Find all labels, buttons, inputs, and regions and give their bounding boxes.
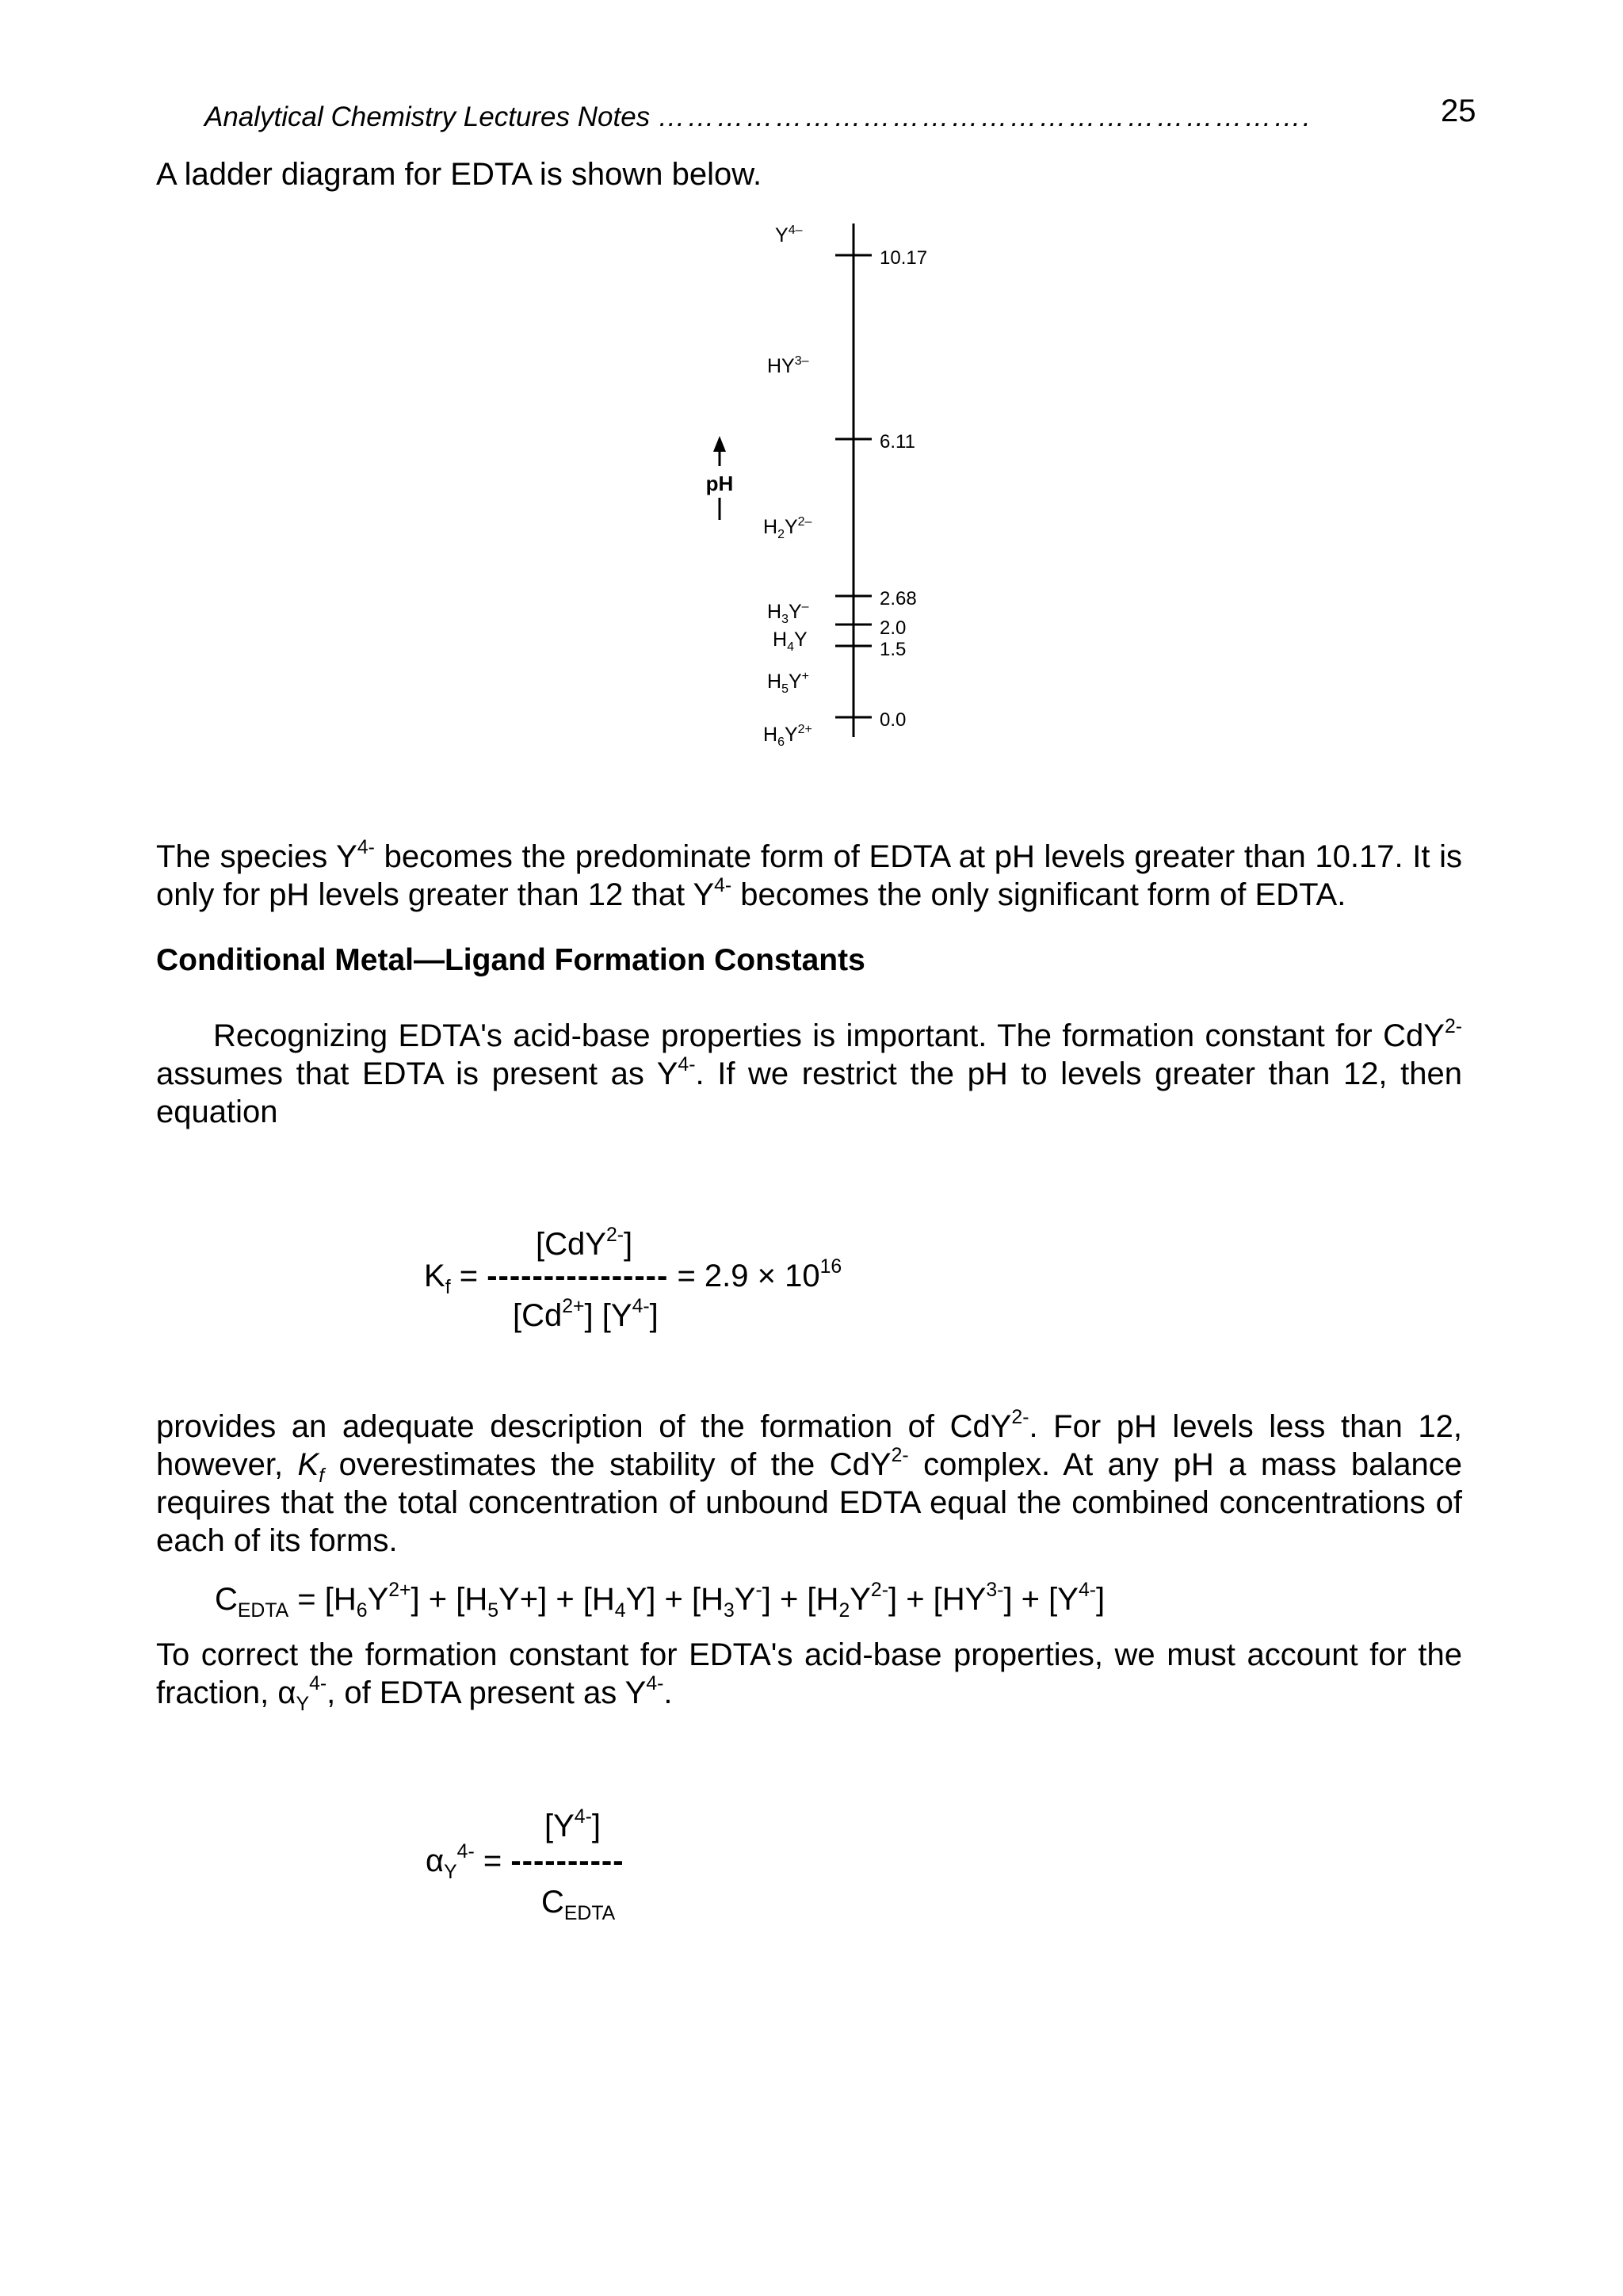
paragraph-recognizing: Recognizing EDTA's acid-base properties is important. The formation constant for CdY$^{2-}$ assumes that EDTA is present as $Y^{4-}$. If we restrict the pH to levels greater than 12, then equation (156, 1016, 1463, 1129)
pka-label-2: 6.11 (880, 431, 915, 453)
pka-label-6: 0.0 (880, 709, 907, 731)
ph-axis-label: pH (705, 472, 734, 495)
pka-label-1: 10.17 (880, 247, 928, 269)
pka-label-4: 2.0 (880, 617, 907, 639)
equation-mass-balance: $C_{EDTA} = [H_6Y^{2+}] + [H_5Y+] + [H_4Y] + [H_3Y^-] + [H_2Y^{2-}] + [HY^{3-}] + [Y^{4-}]$ (215, 1580, 1106, 1622)
alpha-lhs: $\alpha_Y^{4-}$ = ---------- (426, 1841, 624, 1883)
species-h6y: $H_6Y^{2+}$ (763, 723, 812, 749)
species-hy3: $HY^{3-}$ (767, 354, 809, 377)
paragraph-predominate-form: The species $Y^{4-}$ becomes the predominate form of EDTA at pH levels greater than 10.17. It is only for pH levels greater than 12 that $Y^{4-}$ becomes the only significant form of EDTA. (156, 837, 1462, 912)
alpha-numerator: $[Y^{4-}]$ (544, 1806, 601, 1843)
header-title: Analytical Chemistry Lectures Notes (204, 101, 651, 132)
intro-text: A ladder diagram for EDTA is shown below. (156, 157, 762, 192)
page-number: 25 (1441, 94, 1476, 128)
species-h4y: $H_4Y$ (773, 628, 808, 654)
kf-numerator: [CdY$^{2-}$] (536, 1224, 633, 1262)
species-h5y: $H_5Y^+$ (767, 670, 809, 696)
kf-denominator: $[Cd^{2+}]$ $[Y^{4-}]$ (513, 1296, 659, 1333)
species-y4: $Y^{4-}$ (775, 223, 803, 246)
ph-arrow-icon (713, 436, 726, 452)
alpha-denominator: $C_{EDTA}$ (541, 1885, 616, 1924)
header-leader: …………………………………………………………. (657, 101, 1312, 132)
pka-label-5: 1.5 (880, 639, 907, 660)
species-h3y: $H_3Y^-$ (767, 600, 809, 626)
section-heading: Conditional Metal—Ligand Formation Constants (156, 943, 865, 977)
paragraph-provides: provides an adequate description of the formation of CdY$^{2-}$. For pH levels less than 12, however, $K_f$ overestimates the stability of the CdY$^{2-}$ complex. At any pH a mass balance requires that the total concentration of unbound EDTA equal the combined concentrations of each of its forms. (156, 1407, 1462, 1558)
pka-label-3: 2.68 (880, 588, 917, 609)
kf-lhs: $K_f$ = ---------------- = $2.9 \times 10^{16}$ (424, 1256, 842, 1298)
paragraph-correct: To correct the formation constant for EDTA's acid-base properties, we must account for the fraction, $\alpha_Y^{4-}$, of EDTA present as $Y^{4-}$. (156, 1637, 1462, 1715)
ladder-diagram (0, 0, 1623, 793)
species-h2y2: $H_2Y^{2-}$ (763, 515, 812, 541)
